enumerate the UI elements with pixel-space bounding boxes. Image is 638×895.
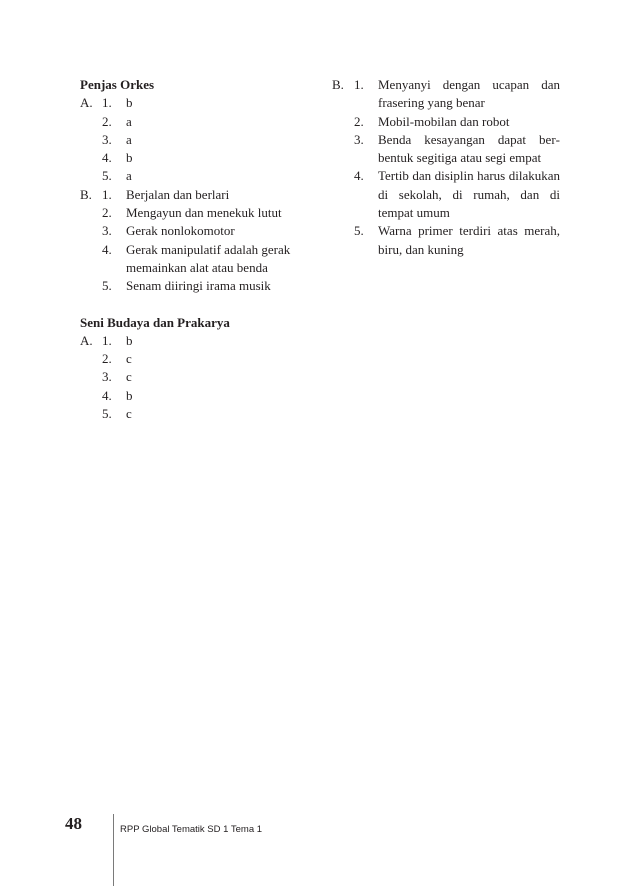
item-answer: Tertib dan disiplin harus dilakukan di sekolah, di rumah, dan di tempat umum [378, 168, 560, 221]
item-answer: c [126, 369, 132, 385]
item-answer: c [126, 406, 132, 422]
list-item [80, 405, 312, 423]
item-answer: Menyanyi dengan ucapan dan frasering yang benar [378, 77, 560, 111]
group-label: B. [80, 186, 92, 202]
list-item [80, 368, 312, 386]
list-item [80, 332, 312, 350]
item-answer: Gerak manipulatif adalah gerak memainkan alat atau benda [126, 241, 291, 275]
list-item [80, 204, 312, 222]
item-number: 5. [102, 406, 112, 422]
list-item [332, 76, 560, 113]
item-answer: Benda kesayangan dapat berbentuk segitiga atau segi empat [378, 131, 560, 166]
list-item [332, 222, 560, 259]
item-number: 4. [102, 387, 112, 403]
item-answer: Warna primer terdiri atas merah, biru, dan kuning [378, 223, 560, 257]
item-answer: Gerak nonlokomotor [126, 223, 235, 239]
item-number: 1. [102, 95, 112, 111]
item-number: 5. [102, 168, 112, 184]
item-answer: b [126, 95, 133, 111]
item-answer: b [126, 332, 133, 348]
right-column [332, 76, 560, 259]
item-answer: a [126, 113, 132, 129]
item-answer: c [126, 351, 132, 367]
list-item [80, 149, 312, 167]
left-column [80, 76, 312, 423]
item-number: 2. [102, 113, 112, 129]
list-item [332, 113, 560, 131]
list-item [80, 222, 312, 240]
list-item [332, 167, 560, 222]
item-number: 3. [102, 369, 112, 385]
item-number: 2. [354, 113, 364, 129]
item-number: 1. [102, 186, 112, 202]
item-number: 3. [354, 131, 364, 147]
section-title-penjas: Penjas Orkes [80, 77, 155, 92]
list-item [80, 387, 312, 405]
list-item [80, 131, 312, 149]
group-label: A. [80, 332, 93, 348]
footer-divider [113, 814, 114, 886]
group-label: A. [80, 95, 93, 111]
list-item [80, 94, 312, 112]
list-item [80, 167, 312, 185]
list-item [80, 277, 312, 295]
item-number: 4. [102, 150, 112, 166]
item-number: 3. [102, 131, 112, 147]
item-answer: b [126, 387, 133, 403]
item-number: 4. [354, 168, 364, 184]
group-label: B. [332, 77, 344, 92]
item-answer: Mobil-mobilan dan robot [378, 113, 510, 129]
item-answer: Berjalan dan berlari [126, 186, 230, 202]
item-answer: Mengayun dan menekuk lutut [126, 205, 282, 221]
item-number: 2. [102, 351, 112, 367]
item-number: 5. [102, 278, 112, 294]
page-number: 48 [65, 814, 82, 833]
section-title-sbdp: Seni Budaya dan Prakarya [80, 314, 230, 330]
item-answer: a [126, 168, 132, 184]
list-item [80, 186, 312, 204]
footer-book-title: RPP Global Tematik SD 1 Tema 1 [120, 824, 263, 835]
item-number: 1. [354, 77, 364, 92]
item-number: 5. [354, 223, 364, 239]
item-number: 2. [102, 205, 112, 221]
item-answer: Senam diiringi irama musik [126, 278, 271, 294]
item-answer: b [126, 150, 133, 166]
item-answer: a [126, 131, 132, 147]
item-number: 3. [102, 223, 112, 239]
item-number: 1. [102, 332, 112, 348]
list-item [80, 113, 312, 131]
list-item [80, 350, 312, 368]
item-number: 4. [102, 241, 112, 257]
list-item [80, 241, 312, 278]
list-item [332, 131, 560, 168]
